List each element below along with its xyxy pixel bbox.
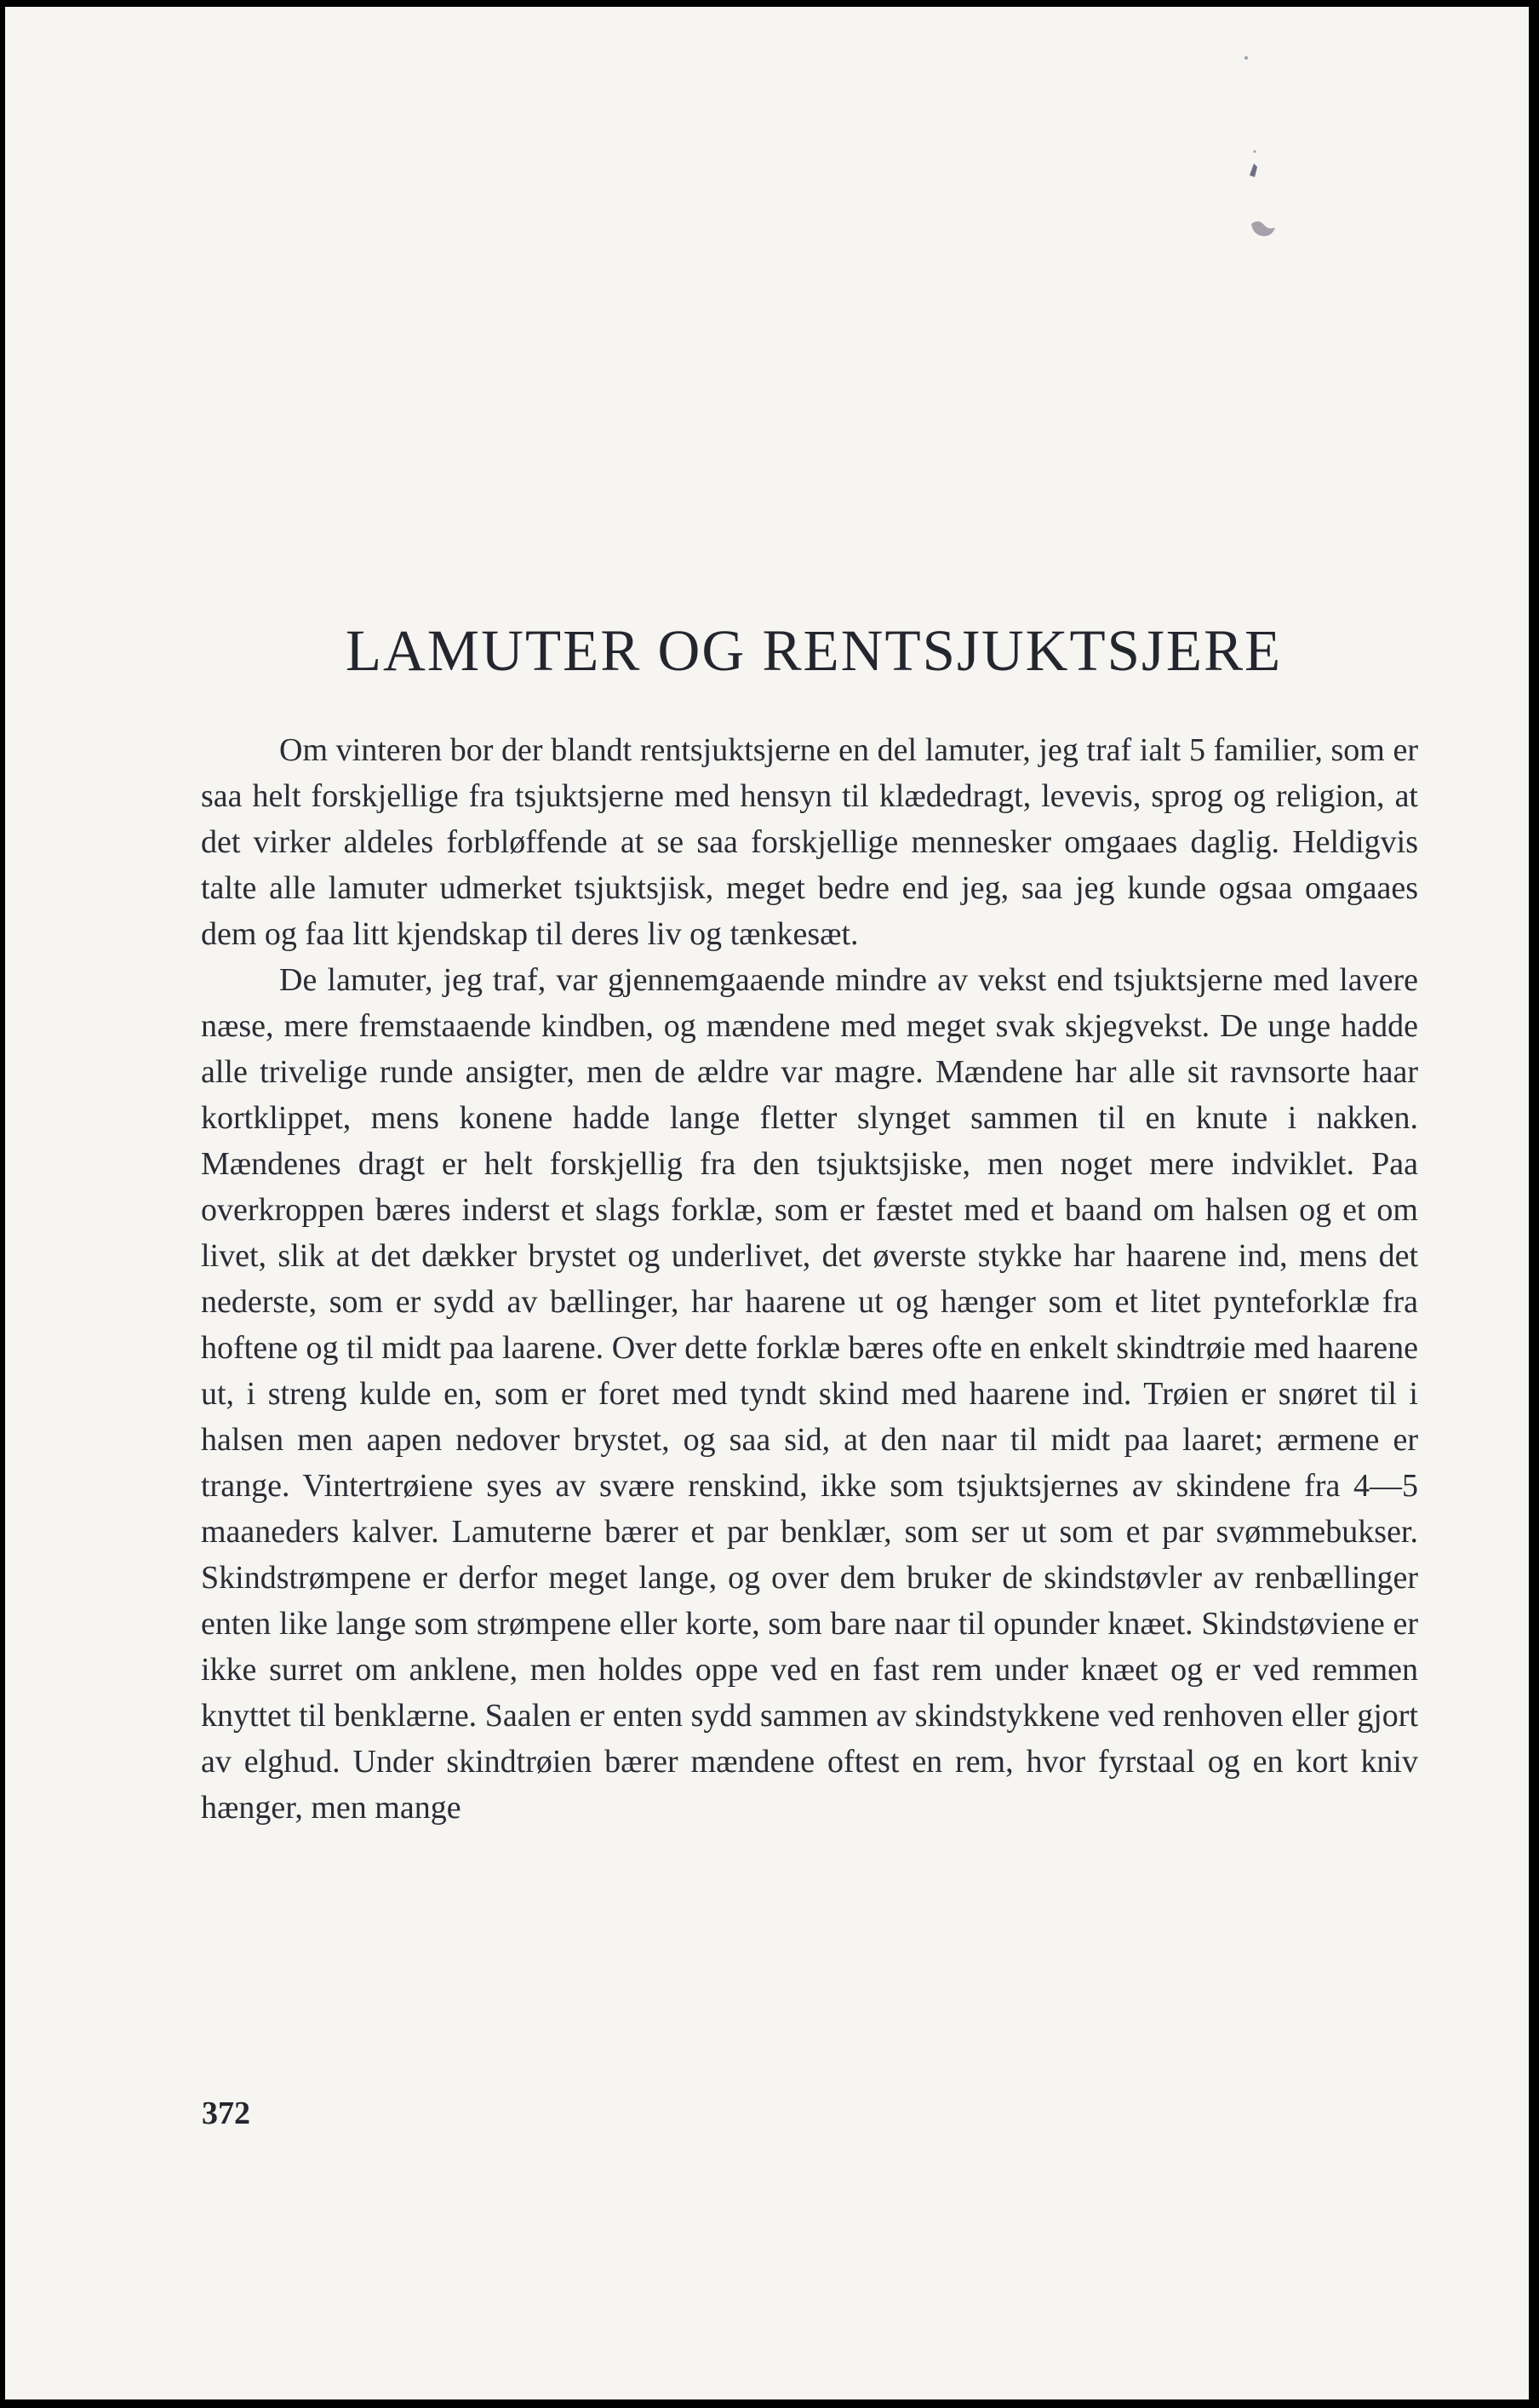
book-page bbox=[5, 7, 1529, 2399]
page-number: 372 bbox=[202, 2096, 250, 2131]
body-text bbox=[201, 727, 1418, 1831]
chapter-title: LAMUTER OG RENTSJUKTSJERE bbox=[345, 618, 1283, 683]
paper-specks bbox=[1231, 24, 1333, 262]
paragraph: Om vinteren bor der blandt rentsjuktsjerne en del lamuter, jeg traf ialt 5 familier, som er saa helt forskjellige fra tsjuktsjerne med hensyn til klædedragt, levevis, sprog og religion, at det virker aldeles forbløffende at se saa forskjellige mennesker omgaaes daglig. Heldigvis talte alle lamuter udmerket tsjuktsjisk, meget bedre end jeg, saa jeg kunde ogsaa omgaaes dem og faa litt kjendskap til deres liv og tænkesæt. bbox=[201, 732, 1418, 952]
paragraph: De lamuter, jeg traf, var gjennemgaaende mindre av vekst end tsjuktsjerne med lavere næse, mere fremstaaende kindben, og mændene med meget svak skjegvekst. De unge hadde alle trivelige runde ansigter, men de ældre var magre. Mændene har alle sit ravnsorte haar kortklippet, mens konene hadde lange fletter slynget sammen til en knute i nakken. Mændenes dragt er helt forskjellig fra den tsjuktsjiske, men noget mere indviklet. Paa overkroppen bæres inderst et slags forklæ, som er fæstet med et baand om halsen og et om livet, slik at det dækker brystet og underlivet, det øverste stykke har haarene ind, mens det nederste, som er sydd av bællinger, har haarene ut og hænger som et litet pynteforklæ fra hoftene og til midt paa laarene. Over dette forklæ bæres ofte en enkelt skindtrøie med haarene ut, i streng kulde en, som er foret med tyndt skind med haarene ind. Trøien er snøret til i halsen men aapen nedover brystet, og saa sid, at den naar til midt paa laaret; ærmene er trange. Vintertrøiene syes av svære renskind, ikke som tsjuktsjernes av skindene fra 4—5 maaneders kalver. Lamuterne bærer et par benklær, som ser ut som et par svømmebukser. Skindstrømpene er derfor meget lange, og over dem bruker de skindstøvler av renbællinger enten like lange som strømpene eller korte, som bare naar til opunder knæet. Skindstøviene er ikke surret om anklene, men holdes oppe ved en fast rem under knæet og er ved remmen knyttet til benklærne. Saalen er enten sydd sammen av skindstykkene ved renhoven eller gjort av elghud. Under skindtrøien bærer mændene oftest en rem, hvor fyrstaal og en kort kniv hænger, men mange bbox=[201, 962, 1418, 1826]
